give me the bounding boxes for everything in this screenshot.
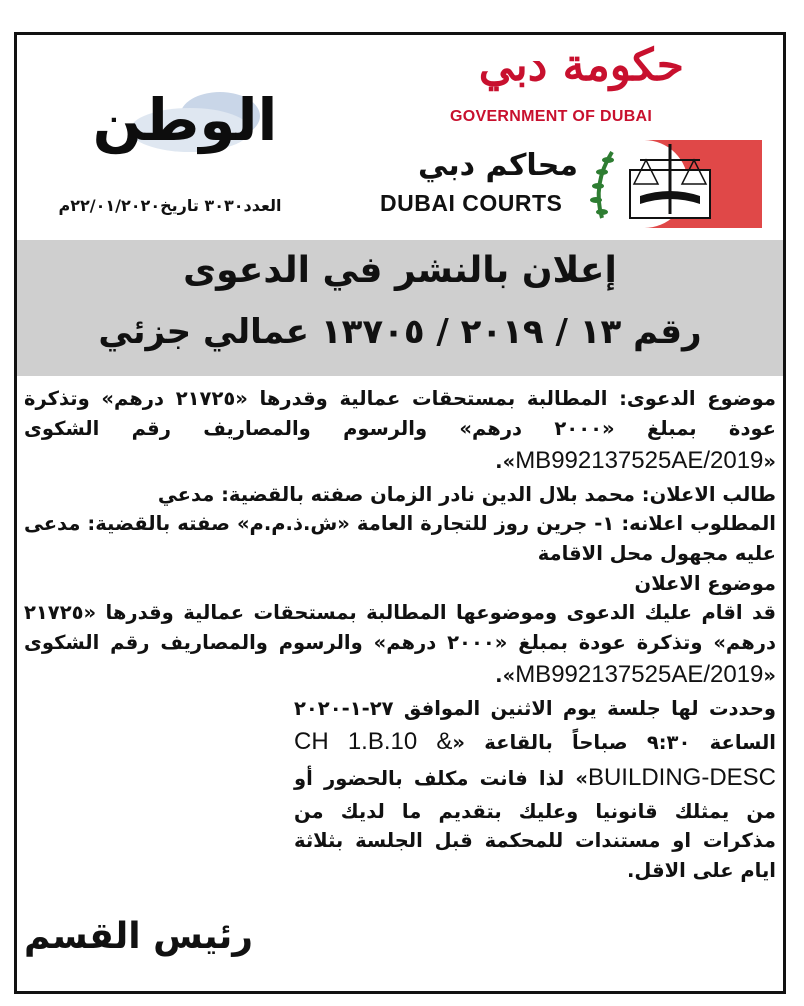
requester: طالب الاعلان: محمد بلال الدين نادر الزمان صفته بالقضية: مدعي <box>157 482 776 506</box>
requested-party: المطلوب اعلانه: ١- جرين روز للتجارة العامة «ش.ذ.م.م» صفته بالقضية: مدعى عليه مجهول محل الاقامة <box>24 512 776 565</box>
issue-date-line: العدد٣٠٣٠ تاريخ٢٢/٠١/٢٠٢٠م <box>58 196 282 215</box>
notice-body <box>24 384 776 885</box>
lawsuit-subject: موضوع الدعوى: المطالبة بمستحقات عمالية وقدرها «٢١٧٢٥ درهم» وتذكرة عودة بمبلغ «٢٠٠٠ درهم» والرسوم والمصاريف رقم الشكوى «MB992137525AE/2019». <box>24 387 777 475</box>
courts-arabic-title: محاكم دبي <box>418 148 578 183</box>
hall-name: CH 1.B.10 & BUILDING-DESC <box>294 727 776 792</box>
government-arabic-logo: حكومة دبي <box>478 40 684 91</box>
notice-subject-label: موضوع الاعلان <box>634 571 776 595</box>
dubai-courts-emblem-icon <box>582 130 772 230</box>
government-english-title: GOVERNMENT OF DUBAI <box>450 108 653 125</box>
signature: رئيس القسم <box>24 916 253 957</box>
newspaper-name: الوطن <box>92 86 278 154</box>
notice-title: إعلان بالنشر في الدعوى <box>183 250 617 291</box>
courts-english-title: DUBAI COURTS <box>380 190 563 216</box>
hearing-details: وحددت لها جلسة يوم الاثنين الموافق ٢٧-١-٢٠٢٠ الساعة ٩:٣٠ صباحاً بالقاعة «CH 1.B.10 & BUILDING-DESC» لذا فانت مكلف بالحضور أو من يمثلك قانونيا وعليك بتقديم ما لديك من مذكرات او مستندات للمحكمة قبل الجلسة بثلاثة ايام على الاقل. <box>294 696 776 882</box>
case-number: رقم ١٣ / ٢٠١٩ / ١٣٧٠٥ عمالي جزئي <box>98 312 702 352</box>
notice-complaint-number: MB992137525AE/2019 <box>515 661 764 689</box>
notice-subject: قد اقام عليك الدعوى وموضوعها المطالبة بمستحقات عمالية وقدرها «٢١٧٢٥ درهم» وتذكرة عودة بمبلغ «٢٠٠٠ درهم» والرسوم والمصاريف رقم الشكوى «MB992137525AE/2019». <box>24 601 776 689</box>
complaint-number: MB992137525AE/2019 <box>515 447 764 475</box>
